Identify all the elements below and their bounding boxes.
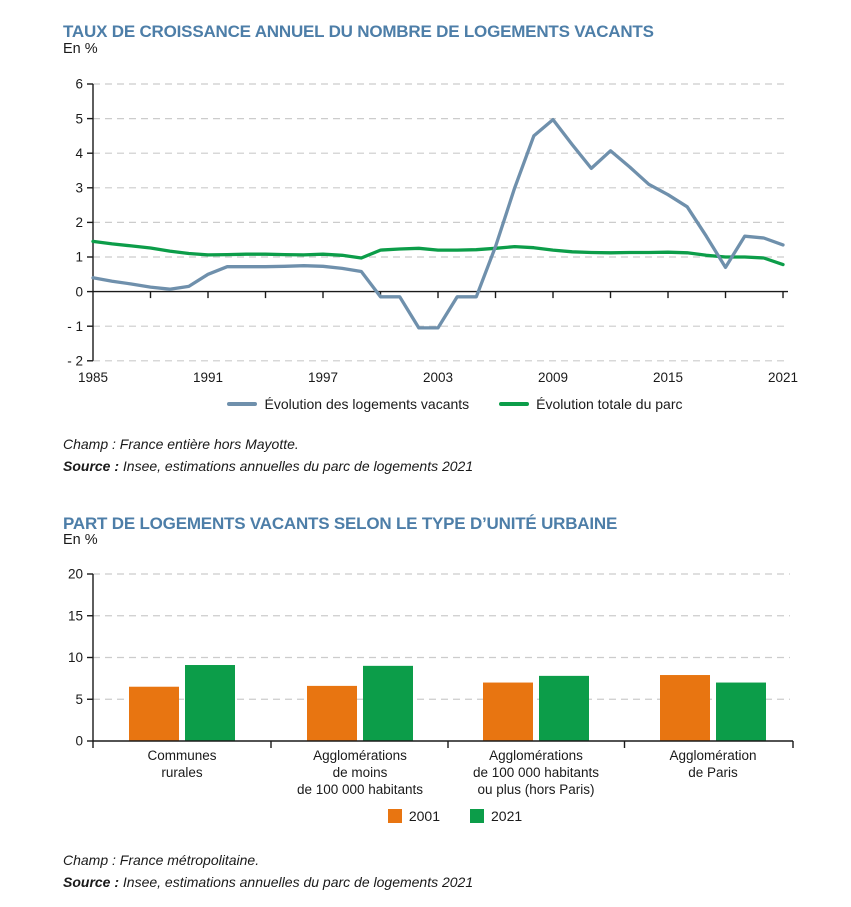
parc-line-swatch-icon (499, 402, 529, 407)
legend-item-2001 (388, 808, 440, 824)
bar-chart-unit-label: En % (63, 532, 98, 548)
svg-text:10: 10 (67, 650, 83, 666)
svg-text:2009: 2009 (537, 370, 569, 385)
svg-text:15: 15 (67, 608, 83, 624)
line-chart-notes (63, 434, 473, 477)
source-label: Source : (63, 873, 120, 890)
legend-label: Évolution totale du parc (536, 396, 683, 412)
svg-text:1985: 1985 (77, 370, 109, 385)
bar-chart-title: PART DE LOGEMENTS VACANTS SELON LE TYPE D’UNITÉ URBAINE (63, 514, 618, 534)
svg-text:0: 0 (75, 733, 83, 749)
svg-text:5: 5 (75, 691, 83, 707)
legend-label: Évolution des logements vacants (264, 396, 470, 412)
champ-note: Champ : France métropolitaine. (63, 852, 260, 868)
source-text: Insee, estimations annuelles du parc de logements 2021 (122, 873, 474, 890)
svg-text:2003: 2003 (422, 370, 454, 385)
bar-2021-swatch-icon (470, 809, 484, 823)
source-label: Source : (63, 457, 120, 474)
legend-item-total-parc (499, 396, 682, 412)
source-text: Insee, estimations annuelles du parc de logements 2021 (122, 457, 474, 474)
svg-text:2015: 2015 (652, 370, 684, 385)
svg-text:2021: 2021 (767, 370, 799, 385)
source-note (63, 872, 473, 894)
svg-text:4: 4 (75, 145, 83, 161)
svg-text:20: 20 (67, 566, 83, 582)
line-chart-title: TAUX DE CROISSANCE ANNUEL DU NOMBRE DE LOGEMENTS VACANTS (63, 22, 654, 42)
champ-note: Champ : France entière hors Mayotte. (63, 436, 299, 452)
svg-text:5: 5 (75, 111, 83, 127)
svg-text:- 1: - 1 (67, 318, 83, 334)
svg-text:3: 3 (75, 180, 83, 196)
source-note (63, 456, 473, 478)
legend-label: 2021 (491, 808, 523, 824)
svg-text:0: 0 (75, 284, 83, 300)
bar-chart-notes (63, 850, 473, 893)
svg-text:6: 6 (75, 76, 83, 92)
svg-text:1: 1 (75, 249, 83, 265)
svg-text:- 2: - 2 (67, 353, 83, 369)
svg-text:Agglomérationsde moinsde 100 0: Agglomérations de moins de 100 000 habitants (296, 748, 424, 797)
line-chart (60, 68, 850, 393)
svg-text:1991: 1991 (192, 370, 224, 385)
line-chart-unit-label: En % (63, 41, 98, 57)
svg-text:Communesrurales: Communes rurales (147, 748, 217, 780)
svg-text:1997: 1997 (307, 370, 339, 385)
svg-text:Agglomérationsde 100 000 habit: Agglomérations de 100 000 habitants ou plus (hors Paris) (472, 748, 600, 797)
legend-item-logements-vacants (227, 396, 469, 412)
vacants-line-swatch-icon (227, 402, 257, 407)
line-chart-legend (60, 396, 850, 412)
legend-item-2021 (470, 808, 522, 824)
bar-chart-legend (60, 808, 850, 824)
legend-label: 2001 (408, 808, 440, 824)
bar-chart (60, 558, 850, 804)
bar-2001-swatch-icon (388, 809, 402, 823)
svg-text:Agglomérationde Paris: Agglomération de Paris (669, 748, 757, 780)
svg-text:2: 2 (75, 215, 83, 231)
